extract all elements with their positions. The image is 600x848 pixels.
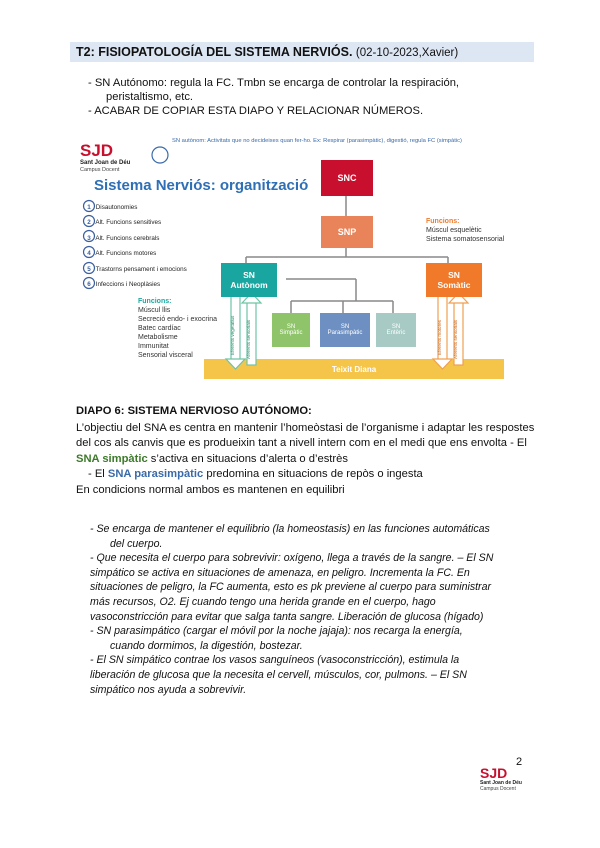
list-item: 5 Trastorns pensament i emocions bbox=[87, 265, 187, 273]
note-line: peristaltismo, etc. bbox=[106, 91, 194, 103]
arrow-label: Aferents sensorials bbox=[453, 319, 458, 359]
text-line: En condicions normal ambos es mantenen en equilibri bbox=[76, 483, 345, 496]
slide-logo-sub: Campus Docent bbox=[80, 167, 120, 173]
note-line: liberación de glucosa que la necesita el cervell, músculos, cor, pulmons. – El SN bbox=[90, 668, 467, 681]
list-item: 4 Alt. Funcions motores bbox=[87, 250, 157, 258]
sn-simpatic-box: SN Simpàtic bbox=[272, 313, 310, 347]
slide-logo-sub: Sant Joan de Déu bbox=[80, 160, 131, 166]
diapo6-section bbox=[76, 404, 546, 498]
footer-logo: SJD Sant Joan de Déu Campus Docent bbox=[480, 765, 522, 792]
slide-heading: Sistema Nerviós: organització bbox=[94, 177, 309, 194]
text-line: L’objectiu del SNA es centra en mantenir l’homeòstasi de l’organisme i adaptar les respostes bbox=[76, 421, 535, 434]
notes-list bbox=[88, 76, 528, 118]
note-line: vasoconstricción para evitar que salga tanta sangre. Liberación de glucosa (hígado) bbox=[90, 610, 484, 623]
list-item: 2 Alt. Funcions sensitives bbox=[87, 219, 162, 227]
note-line: situaciones de peligro, la FC aumenta, esto es pk previene al cuerpo para suministrar bbox=[90, 581, 492, 594]
sn-autonom-box: SN Autònom bbox=[221, 263, 277, 297]
funcions-left: Funcions: Múscul llis Secreció endo- i exocrina Batec cardíac Metabolisme Immunitat Sensorial visceral bbox=[138, 298, 217, 359]
section-title: DIAPO 6: SISTEMA NERVIOSO AUTÓNOMO: bbox=[76, 405, 312, 417]
teixit-diana: Teixit Diana bbox=[331, 364, 377, 374]
sn-parasimpatic-box: SN Parasimpàtic bbox=[320, 313, 370, 347]
sn-somatic-box: SN Somàtic bbox=[426, 263, 482, 297]
text-line: SNA simpàtic s’activa en situacions d’alerta o d’estrès bbox=[76, 452, 348, 465]
note-line: cuando dormimos, la digestión, bostezar. bbox=[110, 639, 303, 652]
title-meta: (02-10-2023,Xavier) bbox=[355, 47, 459, 59]
sn-enteric-box: SN Entèric bbox=[376, 313, 416, 347]
note-line: simpático se activa en situaciones de amenaza, en peligro. Incrementa la FC. En bbox=[90, 566, 470, 579]
slide-top-note: SN autònom: Activitats que no decideixes quan fer-ho. Ex: Respirar (parasimpàtic), digestió, regula FC (simpàtic) bbox=[172, 138, 462, 144]
italic-notes bbox=[90, 522, 530, 697]
arrow-label: Eferents vegetatius bbox=[230, 315, 235, 355]
slide-image bbox=[76, 133, 516, 385]
note-line: - Que necesita el cuerpo para sobrevivir: oxígeno, llega a través de la sangre. – El SN bbox=[90, 552, 494, 565]
list-item: 1 Disautonomies bbox=[87, 204, 138, 211]
title-text: T2: FISIOPATOLOGÍA DEL SISTEMA NERVIÓS. bbox=[76, 45, 353, 59]
snc-box: SNC bbox=[321, 160, 373, 196]
note-line: más recursos, O2. Ej cuando tengo una herida grande en el cuerpo, hago bbox=[90, 595, 436, 608]
note-line: - El SN simpático contrae los vasos sanguíneos (vasoconstricción), estimula la bbox=[90, 654, 460, 667]
page-number: 2 bbox=[516, 756, 523, 768]
funcions-right: Funcions: Múscul esquelètic Sistema somatosensorial bbox=[426, 218, 505, 243]
note-line: - SN parasimpático (cargar el móvil por la noche jajaja): nos recarga la energía, bbox=[90, 625, 463, 638]
arrow-label: Aferents sensorials bbox=[246, 319, 251, 359]
page-title bbox=[76, 45, 458, 59]
snp-box: SNP bbox=[321, 216, 373, 248]
slide-list bbox=[84, 200, 187, 292]
text-line: - El SNA parasimpàtic predomina en situacions de repòs o ingesta bbox=[88, 468, 423, 480]
note-line: del cuerpo. bbox=[110, 537, 163, 550]
arrow-label: Eferents motores bbox=[437, 320, 442, 355]
list-item: 3 Alt. Funcions cerebrals bbox=[87, 234, 160, 242]
note-line: - ACABAR DE COPIAR ESTA DIAPO Y RELACIONAR NÚMEROS. bbox=[88, 105, 424, 117]
list-item: 6 Infeccions i Neoplàsies bbox=[87, 281, 161, 289]
text-line: del cos als canvis que es produeixin tant a nivell intern com en el medi que ens envolta - El bbox=[76, 437, 527, 449]
note-line: - SN Autónomo: regula la FC. Tmbn se encarga de controlar la respiración, bbox=[88, 77, 460, 89]
note-line: simpático nos ayuda a sobrevivir. bbox=[90, 683, 247, 696]
slide-logo: SJD bbox=[80, 141, 114, 160]
note-line: - Se encarga de mantener el equilibrio (la homeostasis) en las funciones automáticas bbox=[90, 523, 490, 535]
